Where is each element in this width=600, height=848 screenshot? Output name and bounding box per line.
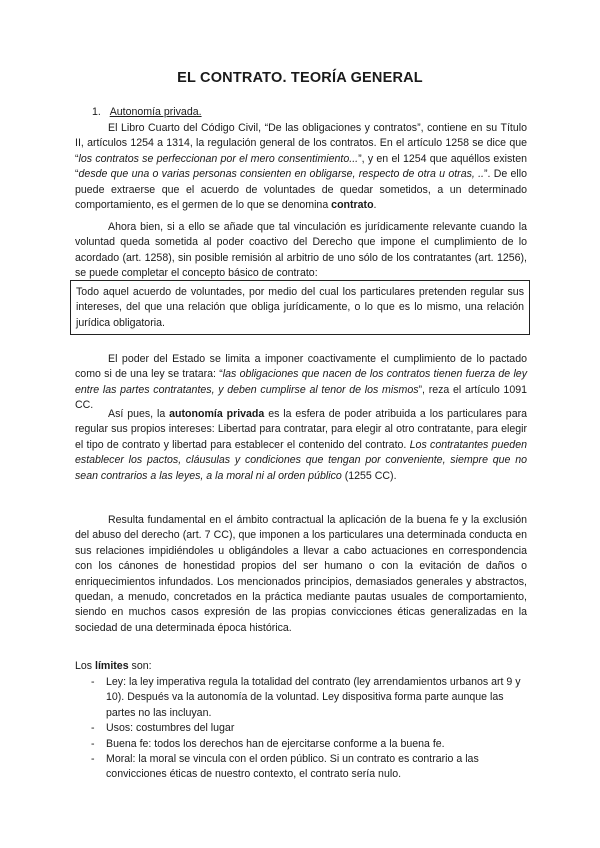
paragraph-3-text-b: ”, reza el artículo 1091 CC.: [75, 383, 527, 412]
section-title: Autonomía privada.: [109, 106, 202, 118]
paragraph-1-quote-b: desde que una o varias personas consienten en obligarse, respecto de otra u otras, ..: [78, 168, 484, 181]
paragraph-1: [75, 121, 527, 213]
definition-box: Todo aquel acuerdo de voluntades, por medio del cual los particulares pretenden regular sus intereses, del que una relación que obliga jurídicamente, o lo que es lo mismo, una relación jurídica obligatoria.: [70, 280, 530, 335]
paragraph-1-text-a: El Libro Cuarto del Código Civil, “De las obligaciones y contratos”, contiene en su Título II, artículos 1254 a 1314, la regulación general de los contratos. En el artículo 1258 se dice que “: [75, 122, 527, 165]
paragraph-4-quote: Los contratantes pueden establecer los pactos, cláusulas y condiciones que tengan por conveniente, siempre que no sean contrarios a las leyes, a la moral ni al orden público: [75, 438, 527, 482]
paragraph-4-text-a: Así pues, la: [108, 408, 170, 420]
section-heading: [92, 105, 202, 120]
limits-bold-term: límites: [95, 660, 129, 672]
limits-text-a: Los: [75, 660, 96, 672]
paragraph-1-text-b: ”, y en el 1254 que aquéllos existen “: [75, 152, 527, 181]
list-item-text: Buena fe: todos los derechos han de ejercitarse conforme a la buena fe.: [106, 737, 445, 750]
limits-label: [75, 659, 152, 674]
paragraph-1-text-d: .: [373, 199, 377, 212]
section-number: 1.: [92, 106, 101, 118]
paragraph-1-quote-a: los contratos se perfeccionan por el mero consentimiento...: [78, 152, 359, 165]
list-item-text: Usos: costumbres del lugar: [106, 722, 235, 735]
list-item: [91, 752, 528, 783]
list-item: [91, 737, 528, 752]
paragraph-3: [75, 352, 527, 414]
paragraph-4-text-c: (1255 CC).: [341, 469, 397, 482]
paragraph-4-bold-term: autonomía privada: [169, 408, 265, 420]
paragraph-1-bold-term: contrato: [331, 199, 374, 212]
paragraph-1-text-c: ”. De ello puede extraerse que el acuerdo de voluntades de quedar sometidos, a un determinado comportamiento, es el germen de lo que se denomina: [75, 168, 528, 212]
paragraph-2: Ahora bien, si a ello se añade que tal vinculación es jurídicamente relevante cuando la voluntad queda sometida al poder coactivo del Derecho que impone el cumplimiento de lo acordado (art. 1258), sin posible remisión al arbitrio de uno sólo de los contratantes (art. 1256), se puede completar el concepto básico de contrato:: [75, 221, 527, 280]
list-bullet: -: [91, 722, 95, 735]
list-bullet: -: [91, 676, 95, 688]
paragraph-4-text-b: es la esfera de poder atribuida a los particulares para regular sus propios intereses: Libertad para contratar, para elegir al otro contratante, para elegir el tipo de contrato y libertad para establecer el contenido del contrato.: [75, 408, 528, 451]
list-item: [91, 675, 528, 721]
list-bullet: -: [91, 753, 95, 766]
list-item-text: Ley: la ley imperativa regula la totalidad del contrato (ley arrendamientos urbanos art 9 y 10). Después va la autonomía de la voluntad. Ley dispositiva forma parte aunque las partes no las incluyan.: [106, 676, 521, 719]
paragraph-3-text-a: El poder del Estado se limita a imponer coactivamente el cumplimiento de lo pactado como si de una ley se tratara: “: [75, 353, 527, 381]
limits-text-b: son:: [128, 660, 152, 672]
list-item: [91, 721, 528, 736]
list-bullet: -: [91, 737, 95, 750]
paragraph-4: [75, 407, 527, 484]
paragraph-5: Resulta fundamental en el ámbito contractual la aplicación de la buena fe y la exclusión del abuso del derecho (art. 7 CC), que imponen a los particulares una determinada conducta en sus relaciones impidiéndoles u obligándoles a llevar a cabo actuaciones en correspondencia con los cánones de honestidad propios del ser humano o con la evitación de daños o enriquecimientos infundados. Los mencionados principios, demasiados generales y abstractos, quedan, a menudo, concretados en la práctica mediante pautas usuales de comportamiento, siendo en muchos casos expresión de las propias convicciones éticas generalizadas en la sociedad de una determinada época histórica.: [75, 514, 527, 634]
document-title: EL CONTRATO. TEORÍA GENERAL: [177, 70, 423, 86]
paragraph-3-quote: las obligaciones que nacen de los contratos tienen fuerza de ley entre las partes contratantes, y deben cumplirse al tenor de los mismos: [75, 368, 527, 396]
list-item-text: Moral: la moral se vincula con el orden público. Si un contrato es contrario a las convicciones éticas de nuestro contexto, el contrato sería nulo.: [106, 753, 479, 781]
limits-list: [91, 675, 528, 783]
